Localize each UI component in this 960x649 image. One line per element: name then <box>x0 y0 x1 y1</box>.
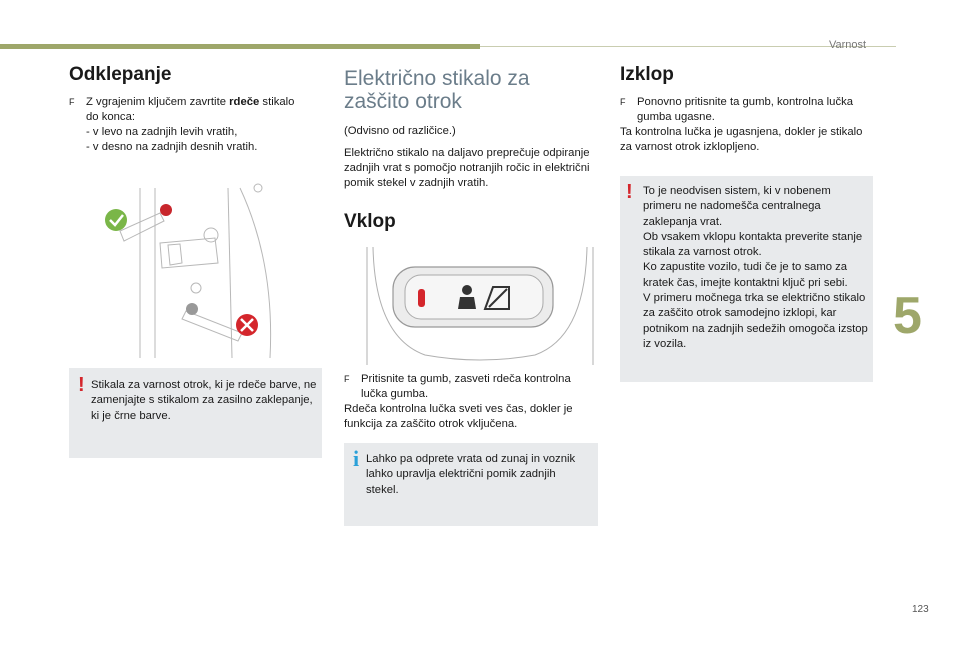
middle-column <box>344 67 598 232</box>
right-paragraph: Ta kontrolna lučka je ugasnjena, dokler je stikalo za varnost otrok izklopljeno. <box>620 126 863 153</box>
bullet-arrow-icon: F <box>620 97 626 107</box>
info-icon: i <box>353 446 360 471</box>
left-sub-1: - v levo na zadnjih levih vratih, <box>86 126 238 138</box>
warning-icon: ! <box>78 374 85 396</box>
section-label: Varnost <box>829 39 867 51</box>
chapter-number: 5 <box>893 287 922 345</box>
middle-info-text: Lahko pa odprete vrata od zunaj in voznik lahko upravlja električni pomik zadnjih stekel. <box>366 453 576 496</box>
right-warning-text: To je neodvisen sistem, ki v nobenem primeru ne nadomešča centralnega zaklepanja vrat. Ob vsakem vklopu kontakta preverite stanje stikala za varnost otrok. Ko zapustite vozilo, tudi če je to samo za kratek čas, imejte kontaktni ključ pri sebi. V primeru močnega trka se električno stikalo za zaščito otrok samodejno izklopi, kar potnikom na zadnjih sedežih omogoča izstop iz vozila. <box>643 185 868 350</box>
right-warning-box <box>620 176 873 382</box>
middle-bullet: F Pritisnite ta gumb, zasveti rdeča kontrolna lučka gumba. <box>344 373 571 400</box>
right-title: Izklop <box>620 64 674 85</box>
door-lock-illustration <box>100 183 280 363</box>
left-column <box>69 64 324 155</box>
warning-icon: ! <box>626 181 633 203</box>
left-warning-text: Stikala za varnost otrok, ki je rdeče barve, ne zamenjajte s stikalom za zasilno zaklepanje, ki je črne barve. <box>91 379 317 422</box>
middle-info-box <box>344 443 598 526</box>
left-warning-box <box>69 368 322 458</box>
right-bullet: F Ponovno pritisnite ta gumb, kontrolna lučka gumba ugasne. <box>620 96 854 123</box>
bullet-arrow-icon: F <box>344 374 350 384</box>
middle-note: (Odvisno od različice.) <box>344 125 456 137</box>
left-bullet: F Z vgrajenim ključem zavrtite rdeče stikalo do konca: <box>69 96 295 123</box>
page-number: 123 <box>912 604 929 615</box>
middle-lower <box>344 372 598 432</box>
bullet-arrow-icon: F <box>69 97 75 107</box>
left-title: Odklepanje <box>69 64 172 85</box>
indicator-light-icon <box>418 289 425 307</box>
child-lock-switch-illustration <box>365 247 595 367</box>
right-column <box>620 64 875 155</box>
middle-title: Električno stikalo za zaščito otrok <box>344 67 530 113</box>
middle-paragraph-2: Rdeča kontrolna lučka sveti ves čas, dokler je funkcija za zaščito otrok vključena. <box>344 403 573 430</box>
cross-icon <box>236 314 258 336</box>
check-icon <box>105 209 127 231</box>
middle-paragraph: Električno stikalo na daljavo preprečuje odpiranje zadnjih vrat s pomočjo notranjih ročic in električni pomik stekel v zadnjih vratih. <box>344 147 590 189</box>
vklop-title: Vklop <box>344 211 396 232</box>
header-bar <box>0 44 480 49</box>
left-sub-2: - v desno na zadnjih desnih vratih. <box>86 141 258 153</box>
